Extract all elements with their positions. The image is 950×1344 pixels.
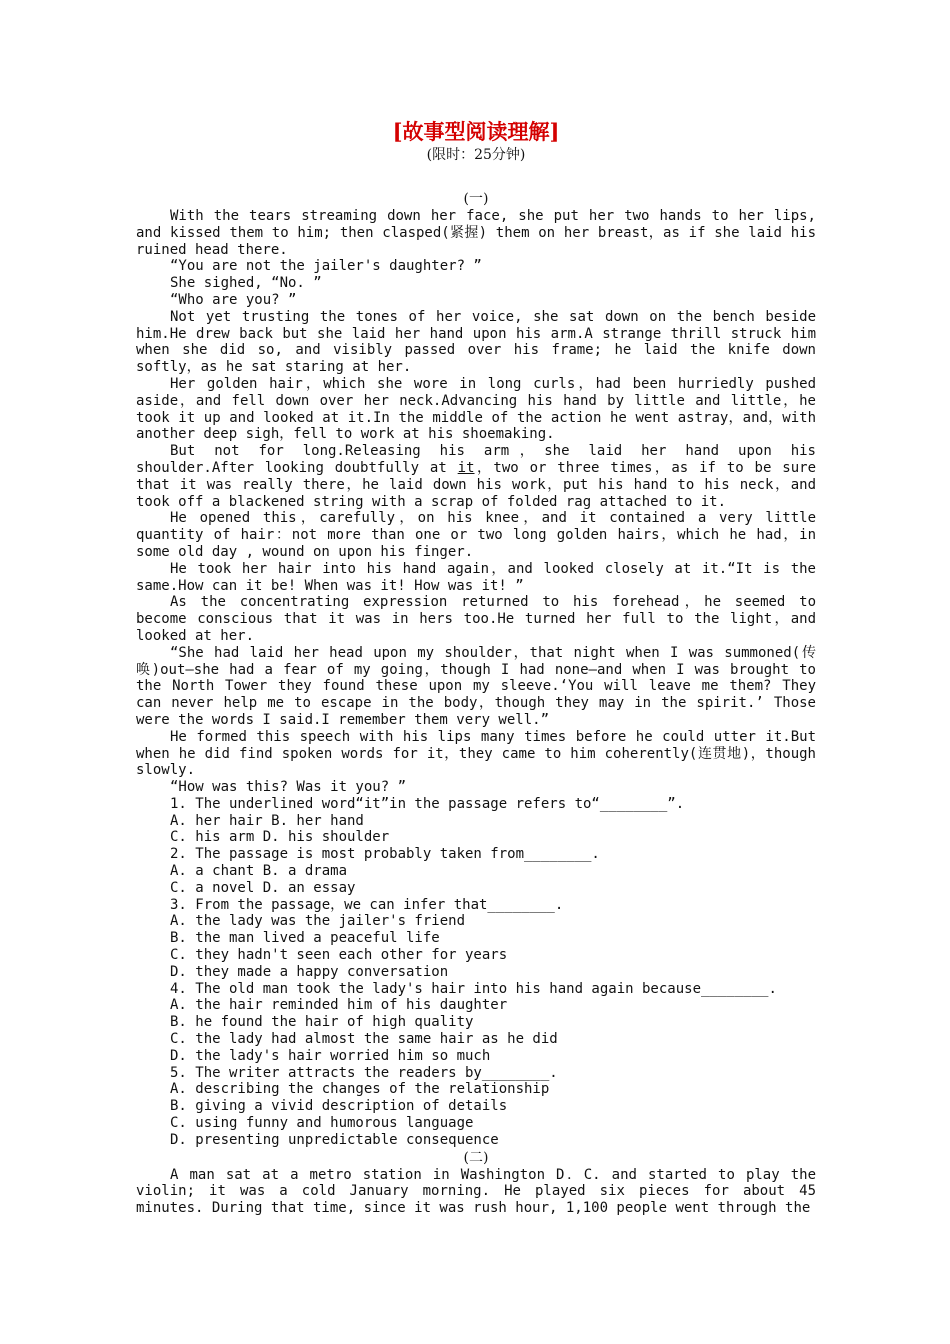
question-line: 1. The underlined word“it”in the passage refers to“________”. [170, 795, 685, 812]
question-line: 3. From the passage，we can infer that________. [170, 896, 564, 913]
passage-2-paragraph: A man sat at a metro station in Washington D．C. and started to play the violin; it was a cold January morning. He played six pieces for about 45 minutes. During that time, since it was rush hour, 1,100 people went through the [136, 1166, 816, 1217]
underlined-word: it [457, 459, 475, 476]
question-line: 4. The old man took the lady's hair into his hand again because________. [170, 980, 777, 997]
passage-1-paragraph: He opened this，carefully，on his knee，and it contained a very little quantity of hair：not more than one or two long golden hairs，which he had，in some old day , wound on upon his finger. [136, 510, 816, 560]
question-line: 2. The passage is most probably taken from________. [170, 846, 600, 863]
question-list [136, 796, 816, 1149]
option-line: B. giving a vivid description of details [170, 1098, 508, 1115]
document-page [136, 118, 816, 1217]
option-line: B. he found the hair of high quality [170, 1014, 474, 1031]
option-line: C. the lady had almost the same hair as he did [170, 1031, 558, 1048]
document-title: [故事型阅读理解] [392, 119, 560, 144]
passage-1-paragraph: “You are not the jailer's daughter? ” [170, 258, 482, 275]
option-line: D. presenting unpredictable consequence [170, 1131, 499, 1148]
time-limit: (限时：25分钟) [426, 147, 526, 163]
passage-1-paragraph: “How was this? Was it you? ” [170, 779, 407, 796]
option-line: C. his arm D. his shoulder [170, 829, 390, 846]
passage-1-paragraph: As the concentrating expression returned to his forehead，he seemed to become conscious that it was in hers too.He turned her full to the light，and looked at her. [136, 594, 816, 644]
option-line: D. they made a happy conversation [170, 963, 449, 980]
option-line: A. a chant B. a drama [170, 863, 348, 880]
option-line: C. they hadn't seen each other for years [170, 947, 508, 964]
option-line: B. the man lived a peaceful life [170, 930, 440, 947]
passage-1-paragraph: She sighed, “No. ” [170, 275, 322, 292]
option-line: C. a novel D. an essay [170, 879, 356, 896]
option-line: A. the lady was the jailer's friend [170, 913, 466, 930]
option-line: A. describing the changes of the relationship [170, 1081, 550, 1098]
section-1-mark: (一) [463, 191, 489, 207]
option-line: A. the hair reminded him of his daughter [170, 997, 508, 1014]
passage-1-paragraph: Not yet trusting the tones of her voice, she sat down on the bench beside him.He drew back but she laid her hand upon his arm.A strange thrill struck him when she did so, and visibly passed over his frame; he laid the knife down softly，as he sat staring at her. [136, 308, 816, 376]
question-line: 5. The writer attracts the readers by________. [170, 1064, 558, 1081]
passage-1-paragraph-underlined [136, 443, 816, 510]
option-line: C. using funny and humorous language [170, 1115, 474, 1132]
passage-1-paragraph: He took her hair into his hand again，and looked closely at it.“It is the same.How can it be! When was it! How was it! ” [136, 560, 816, 594]
option-line: D. the lady's hair worried him so much [170, 1047, 491, 1064]
passage-1-paragraph: “She had laid her head upon my shoulder，that night when I was summoned(传唤)out—she had a fear of my going，though I had none—and when I was brought to the North Tower they found these upon my sleeve.‘You will leave me them? They can never help me to escape in the body，though they may in the spirit.’ Those were the words I said.I remember them very well.” [136, 644, 816, 728]
passage-1-paragraph: “Who are you? ” [170, 291, 297, 308]
option-line: A. her hair B. her hand [170, 812, 364, 829]
passage-1-paragraph: Her golden hair，which she wore in long curls，had been hurriedly pushed aside，and fell down over her neck.Advancing his hand by little and little，he took it up and looked at it.In the middle of the action he went astray，and，with another deep sigh，fell to work at his shoemaking. [136, 375, 816, 443]
text-after-underline: ，two or three times，as if to be sure that it was really there，he laid down his work，put his hand to his neck，and took off a blackened string with a scrap of folded rag attached to it. [136, 459, 816, 510]
text-before-underline: But not for long.Releasing his arm，she laid her hand upon his shoulder.After looking doubtfully at [136, 443, 816, 476]
passage-1-paragraph: With the tears streaming down her face, she put her two hands to her lips, and kissed them to him; then clasped(紧握) them on her breast，as if she laid his ruined head there. [136, 208, 816, 258]
passage-1-paragraph: He formed this speech with his lips many times before he could utter it.But when he did find spoken words for it，they came to him coherently(连贯地)，though slowly. [136, 728, 816, 779]
section-2-mark: (二) [463, 1149, 489, 1166]
